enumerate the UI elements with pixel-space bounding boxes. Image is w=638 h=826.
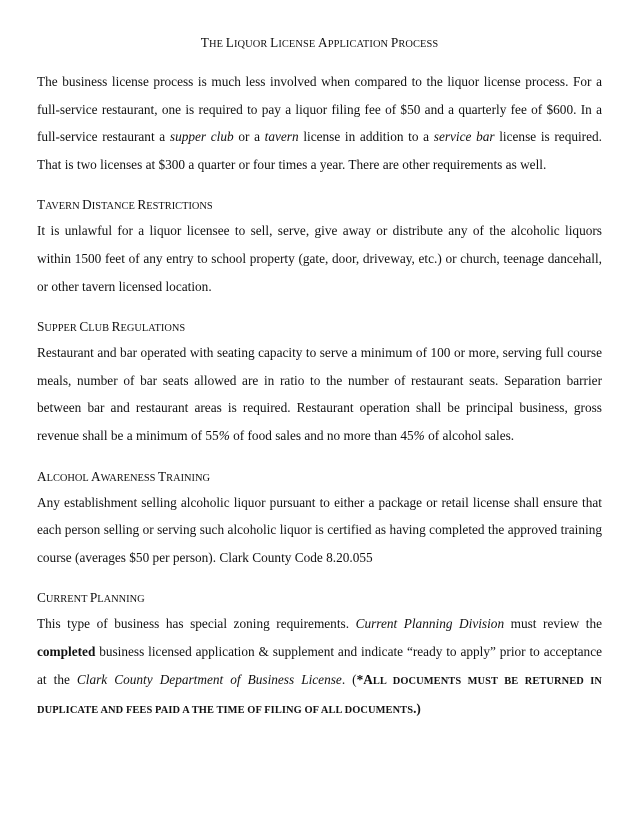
tavern-paragraph: It is unlawful for a liquor licensee to sell, serve, give away or distribute any of the alcoholic liquors within 1500 feet of any entry to school property (gate, door, driveway, etc.) or church, teenage dancehall, or other tavern licensed location. [37,223,602,294]
intro-paragraph: The business license process is much less involved when compared to the liquor license process. For a full-service restaurant, one is required to pay a liquor filing fee of $50 and a quarterly fee of $600. In a full-service restaurant a supper club or a tavern license in addition to a service bar license is required. That is two licenses at $300 a quarter or four times a year. There are other requirements as well. [37,74,602,172]
section-heading-tavern: TAVERN DISTANCE RESTRICTIONS [37,197,213,213]
document-title: THE LIQUOR LICENSE APPLICATION PROCESS [200,35,439,50]
supper-club-paragraph: Restaurant and bar operated with seating capacity to serve a minimum of 100 or more, serving full course meals, number of bar seats allowed are in ratio to the number of restaurant seats. Separation barrier between bar and restaurant areas is required. Restaurant operation shall be principal business, gross revenue shall be a minimum of 55% of food sales and no more than 45% of alcohol sales. [37,345,602,443]
alcohol-training-paragraph: Any establishment selling alcoholic liquor pursuant to either a package or retail license shall ensure that each person selling or serving such alcoholic liquor is certified as having completed the approved training course (averages $50 per person). Clark County Code 8.20.055 [37,494,602,565]
filing-note: *ALL DOCUMENTS MUST BE RETURNED IN DUPLICATE AND FEES PAID A THE TIME OF FILING OF ALL DOCUMENTS.) [37,671,602,717]
section-heading-supper-club: SUPPER CLUB REGULATIONS [37,319,186,335]
current-planning-paragraph: This type of business has special zoning requirements. Current Planning Division must review the completed business licensed application & supplement and indicate “ready to apply” prior to acceptance at the Clark County Department of Business License. (*ALL DOCUMENTS MUST BE RETURNED IN DUPLICATE AND FEES PAID A THE TIME OF FILING OF ALL DOCUMENTS.) [37,616,602,717]
section-heading-current-planning: CURRENT PLANNING [37,590,145,606]
section-heading-alcohol-training: ALCOHOL AWARENESS TRAINING [37,468,211,484]
